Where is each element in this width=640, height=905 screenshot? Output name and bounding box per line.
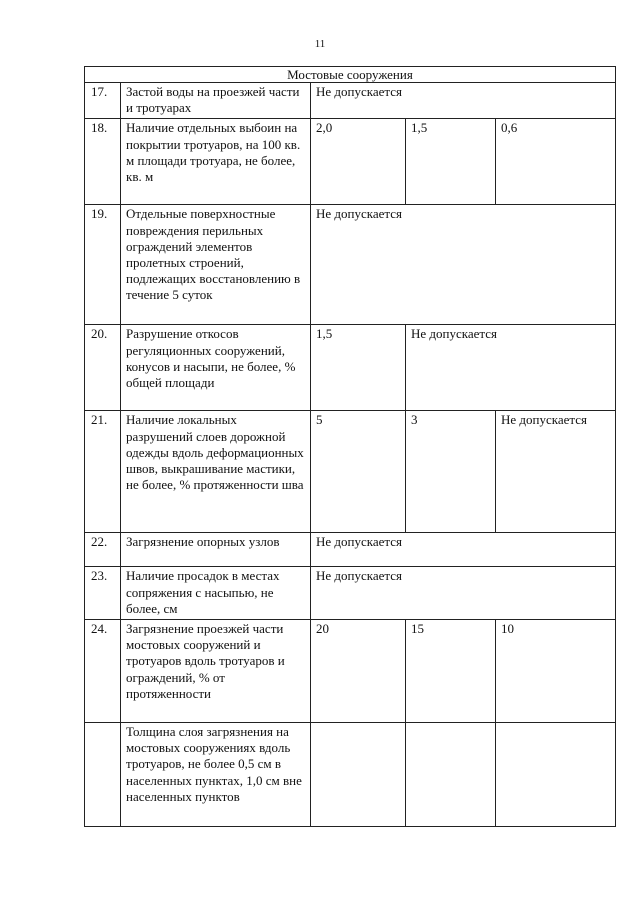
row-value-1: 20 (311, 620, 406, 723)
row-value-2: 3 (406, 411, 496, 533)
row-value-3: Не допускается (496, 411, 616, 533)
row-value-3: 10 (496, 620, 616, 723)
table-row (85, 723, 616, 827)
row-description: Наличие просадок в местах сопряжения с насыпью, не более, см (121, 567, 311, 620)
row-number: 18. (85, 119, 121, 205)
table-row (85, 119, 616, 205)
row-description: Толщина слоя загрязнения на мостовых сооружениях вдоль тротуаров, не более 0,5 см в населенных пунктах, 1,0 см вне населенных пунктов (121, 723, 311, 827)
row-value-3: 0,6 (496, 119, 616, 205)
row-value-2: 1,5 (406, 119, 496, 205)
row-value-2: 15 (406, 620, 496, 723)
row-description: Загрязнение опорных узлов (121, 533, 311, 567)
row-value: Не допускается (311, 205, 616, 325)
row-value-3 (496, 723, 616, 827)
row-number: 21. (85, 411, 121, 533)
row-description: Застой воды на проезжей части и тротуарах (121, 83, 311, 119)
row-value-2 (406, 723, 496, 827)
row-number: 23. (85, 567, 121, 620)
table-row (85, 411, 616, 533)
row-value: Не допускается (311, 533, 616, 567)
table-row (85, 205, 616, 325)
row-description: Загрязнение проезжей части мостовых сооружений и тротуаров вдоль тротуаров и ограждений, % от протяженности (121, 620, 311, 723)
table-row (85, 83, 616, 119)
table-row (85, 533, 616, 567)
row-number: 17. (85, 83, 121, 119)
row-description: Наличие отдельных выбоин на покрытии тротуаров, на 100 кв. м площади тротуара, не более, кв. м (121, 119, 311, 205)
table-row (85, 325, 616, 411)
section-title: Мостовые сооружения (85, 67, 616, 83)
row-value-1 (311, 723, 406, 827)
section-header-row (85, 67, 616, 83)
row-number (85, 723, 121, 827)
row-description: Отдельные поверхностные повреждения перильных ограждений элементов пролетных строений, подлежащих восстановлению в течение 5 суток (121, 205, 311, 325)
table-row (85, 620, 616, 723)
row-value: Не допускается (311, 83, 616, 119)
page-number: 11 (314, 38, 326, 50)
row-description: Наличие локальных разрушений слоев дорожной одежды вдоль деформационных швов, выкрашивание мастики, не более, % протяженности шва (121, 411, 311, 533)
row-number: 22. (85, 533, 121, 567)
row-number: 19. (85, 205, 121, 325)
row-value: Не допускается (311, 567, 616, 620)
row-value-1: 2,0 (311, 119, 406, 205)
row-description: Разрушение откосов регуляционных сооружений, конусов и насыпи, не более, % общей площади (121, 325, 311, 411)
table-row (85, 567, 616, 620)
row-number: 24. (85, 620, 121, 723)
row-value-1: 1,5 (311, 325, 406, 411)
row-number: 20. (85, 325, 121, 411)
requirements-table (84, 66, 616, 827)
row-value-merged: Не допускается (406, 325, 616, 411)
row-value-1: 5 (311, 411, 406, 533)
